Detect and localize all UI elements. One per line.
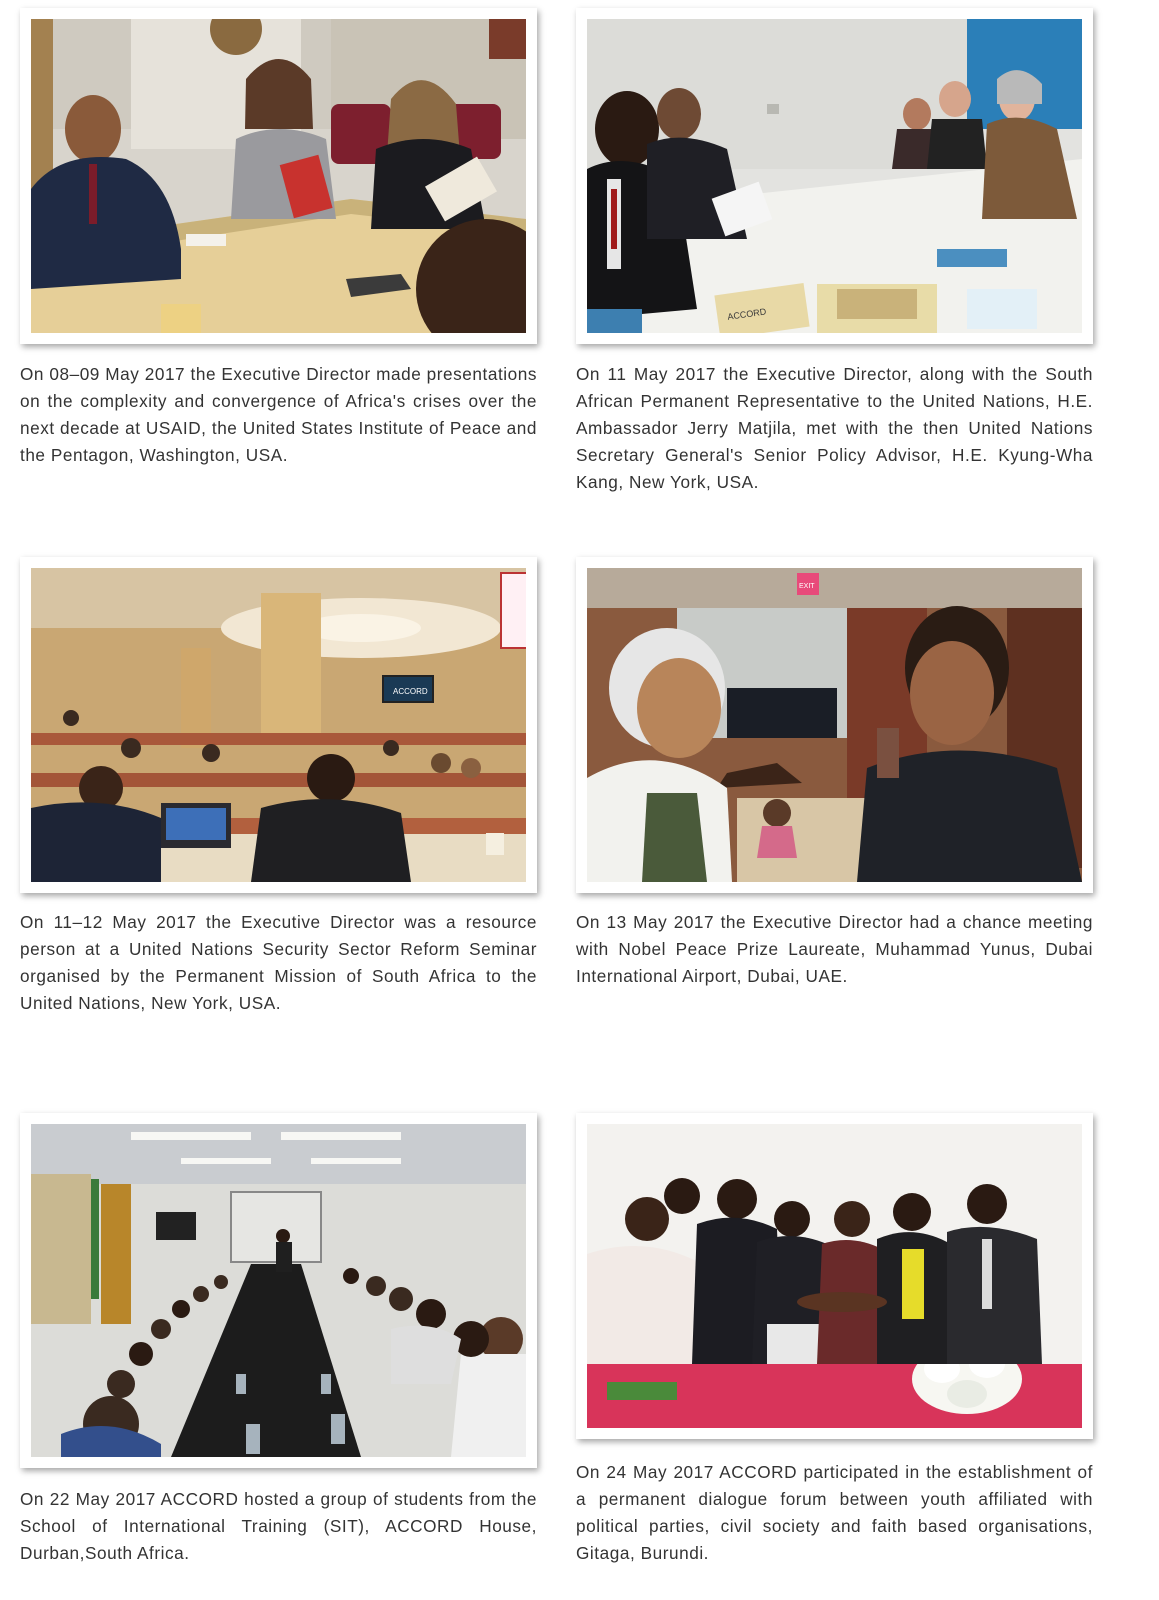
photo-un-seminar — [31, 568, 526, 882]
photo-frame-usaid-meeting — [20, 8, 537, 344]
caption-un-meeting: On 11 May 2017 the Executive Director, along with the South African Permanent Representative to the United Nations, H.E. Ambassador Jerry Matjila, met with the then United Nations Secretary General's Senior Policy Advisor, H.E. Kyung-Wha Kang, New York, USA. — [576, 364, 1093, 492]
caption-sit-students: On 22 May 2017 ACCORD hosted a group of students from the School of International Training (SIT), ACCORD House, Durban,South Africa. — [20, 1489, 537, 1563]
photo-frame-un-seminar — [20, 557, 537, 893]
photo-frame-yunus-meeting — [576, 557, 1093, 893]
photo-usaid-meeting — [31, 19, 526, 333]
caption-yunus-meeting: On 13 May 2017 the Executive Director had a chance meeting with Nobel Peace Prize Laureate, Muhammad Yunus, Dubai International Airport, Dubai, UAE. — [576, 912, 1093, 986]
book-label-text: ACCORD — [726, 306, 767, 322]
photo-frame-burundi-dialogue — [576, 1113, 1093, 1439]
screen-logo-text: ACCORD — [393, 687, 428, 696]
caption-un-seminar: On 11–12 May 2017 the Executive Director was a resource person at a United Nations Security Sector Reform Seminar organised by the Permanent Mission of South Africa to the United Nations, New York, USA. — [20, 912, 537, 1013]
caption-usaid-meeting: On 08–09 May 2017 the Executive Director made presentations on the complexity and convergence of Africa's crises over the next decade at USAID, the United States Institute of Peace and the Pentagon, Washington, USA. — [20, 364, 537, 465]
photo-burundi-dialogue — [587, 1124, 1082, 1428]
photo-frame-sit-students — [20, 1113, 537, 1468]
photo-un-meeting — [587, 19, 1082, 333]
caption-burundi-dialogue: On 24 May 2017 ACCORD participated in the establishment of a permanent dialogue forum between youth affiliated with political parties, civil society and faith based organisations, Gitaga, Burundi. — [576, 1462, 1093, 1563]
photo-frame-un-meeting — [576, 8, 1093, 344]
exit-sign-text: EXIT — [799, 583, 815, 590]
photo-sit-students — [31, 1124, 526, 1457]
photo-yunus-meeting — [587, 568, 1082, 882]
